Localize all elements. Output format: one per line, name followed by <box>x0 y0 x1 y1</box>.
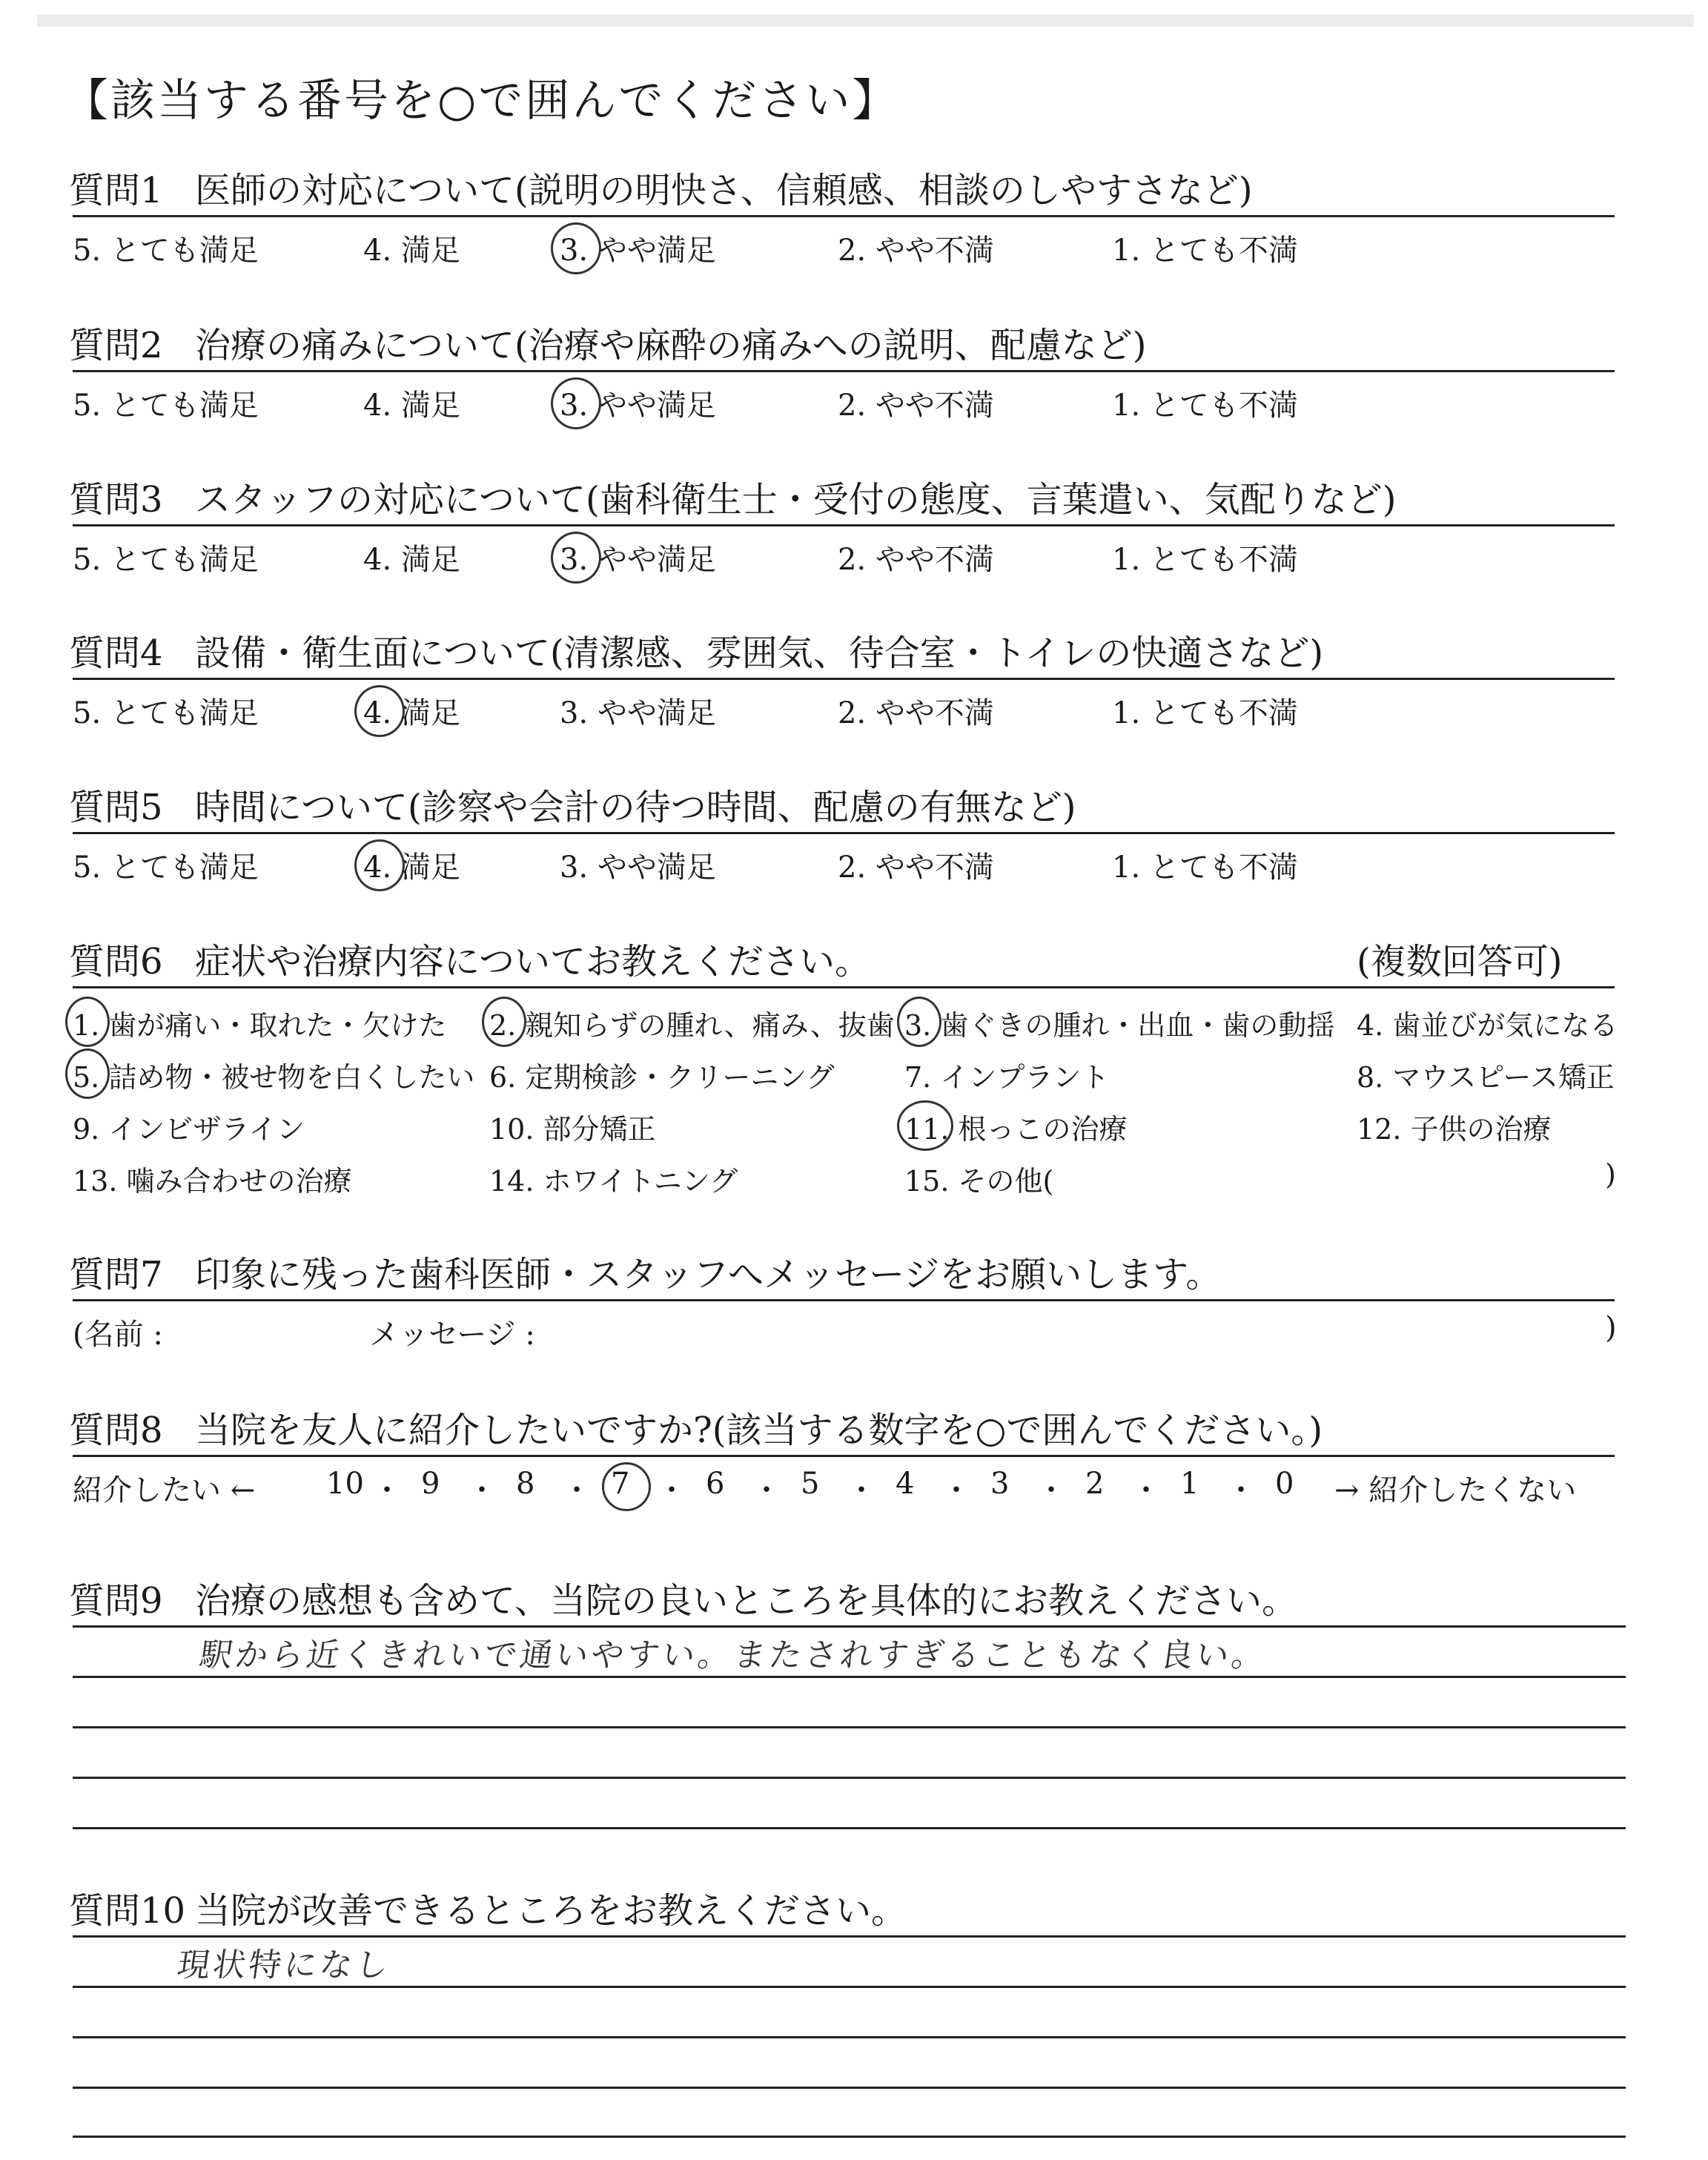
name-label[interactable]: (名前 : <box>73 1318 163 1352</box>
symptom-option[interactable]: 11. 根っこの治療 <box>904 1113 1128 1146</box>
scale-option[interactable]: 5. とても満足 <box>73 696 259 730</box>
scale-option[interactable]: 5. とても満足 <box>73 543 259 577</box>
scale-option[interactable]: 3. やや満足 <box>560 543 716 577</box>
scale-option[interactable]: 2. やや不満 <box>838 851 994 885</box>
symptom-option[interactable]: 7. インプラント <box>904 1061 1110 1094</box>
underline <box>73 1676 1626 1678</box>
symptom-option[interactable]: 5. 詰め物・被せ物を白くしたい <box>73 1061 475 1094</box>
question-title <box>69 779 1076 830</box>
separator-dot: ・ <box>467 1473 497 1507</box>
question-title <box>69 1401 1323 1453</box>
symptom-option[interactable]: 12. 子供の治療 <box>1357 1113 1552 1146</box>
hand-drawn-circle <box>551 532 601 584</box>
underline <box>73 215 1615 217</box>
recommend-score[interactable]: 3 <box>990 1467 1010 1501</box>
scale-option[interactable]: 3. やや満足 <box>560 389 716 423</box>
symptom-option[interactable]: 6. 定期検診・クリーニング <box>489 1061 835 1094</box>
question-title <box>69 933 870 984</box>
hand-drawn-circle <box>354 685 405 737</box>
handwritten-answer[interactable]: 駅から近くきれいで通いやすい。またされすぎることもなく良い。 <box>196 1636 1270 1674</box>
question-text: 治療の痛みについて(治療や麻酔の痛みへの説明、配慮など) <box>195 325 1147 366</box>
question-title <box>69 1572 1297 1623</box>
question-number: 質問7 <box>69 1254 163 1295</box>
form-header: 【該当する番号を○で囲んでください】 <box>64 75 899 127</box>
hand-drawn-circle <box>482 997 526 1047</box>
scale-option[interactable]: 1. とても不満 <box>1112 389 1298 423</box>
separator-dot: ・ <box>1036 1473 1066 1507</box>
handwritten-answer[interactable]: 現状特になし <box>174 1946 394 1984</box>
recommend-score[interactable]: 4 <box>896 1467 915 1501</box>
scale-option[interactable]: 3. やや満足 <box>560 696 716 730</box>
symptom-option[interactable]: 8. マウスピース矯正 <box>1357 1061 1615 1094</box>
separator-dot: ・ <box>1131 1473 1161 1507</box>
close-paren: ) <box>1605 1158 1616 1191</box>
recommend-score[interactable]: 2 <box>1085 1467 1105 1501</box>
hand-drawn-circle <box>65 1048 110 1099</box>
scale-option[interactable]: 3. やや満足 <box>560 851 716 885</box>
question-number: 質問10 <box>69 1890 186 1932</box>
question-text: 医師の対応について(説明の明快さ、信頼感、相談のしやすさなど) <box>195 170 1253 211</box>
recommend-right-label: → 紹介したくない <box>1334 1473 1577 1507</box>
recommend-score[interactable]: 5 <box>801 1467 820 1501</box>
scale-option[interactable]: 2. やや不満 <box>838 389 994 423</box>
recommend-left-label: 紹介したい ← <box>73 1473 256 1507</box>
symptom-option[interactable]: 15. その他( <box>904 1165 1054 1198</box>
question-number: 質問1 <box>69 170 163 211</box>
scale-option[interactable]: 4. 満足 <box>363 234 460 268</box>
recommend-score[interactable]: 6 <box>706 1467 725 1501</box>
symptom-option[interactable]: 3. 歯ぐきの腫れ・出血・歯の動揺 <box>904 1009 1335 1042</box>
question-title <box>69 162 1253 213</box>
hand-drawn-circle <box>354 839 405 891</box>
scale-option[interactable]: 4. 満足 <box>363 389 460 423</box>
hand-drawn-circle <box>602 1462 651 1511</box>
question-text: 当院を友人に紹介したいですか?(該当する数字を○で囲んでください。) <box>195 1410 1323 1451</box>
scale-option[interactable]: 2. やや不満 <box>838 696 994 730</box>
recommend-score[interactable]: 10 <box>326 1467 364 1501</box>
hand-drawn-circle <box>65 997 110 1047</box>
question-text: 症状や治療内容についてお教えください。 <box>195 941 871 982</box>
underline <box>73 2036 1626 2038</box>
underline <box>73 986 1615 988</box>
separator-dot: ・ <box>847 1473 876 1507</box>
scale-option[interactable]: 5. とても満足 <box>73 851 259 885</box>
underline <box>73 1726 1626 1728</box>
hand-drawn-circle <box>551 377 601 429</box>
symptom-option[interactable]: 14. ホワイトニング <box>489 1165 738 1198</box>
question-title <box>69 471 1397 522</box>
underline <box>73 524 1615 526</box>
recommend-score[interactable]: 1 <box>1180 1467 1199 1501</box>
underline <box>73 1935 1626 1938</box>
scale-option[interactable]: 4. 満足 <box>363 696 460 730</box>
question-text: 治療の感想も含めて、当院の良いところを具体的にお教えください。 <box>195 1580 1298 1622</box>
scale-option[interactable]: 4. 満足 <box>363 543 460 577</box>
question-number: 質問8 <box>69 1410 163 1451</box>
separator-dot: ・ <box>562 1473 592 1507</box>
underline <box>73 832 1615 834</box>
symptom-option[interactable]: 4. 歯並びが気になる <box>1357 1009 1618 1042</box>
scale-option[interactable]: 5. とても満足 <box>73 234 259 268</box>
question-text: 当院が改善できるところをお教えください。 <box>195 1890 907 1932</box>
underline <box>73 1299 1615 1301</box>
scale-option[interactable]: 2. やや不満 <box>838 234 994 268</box>
question-number: 質問3 <box>69 479 163 521</box>
scale-option[interactable]: 1. とても不満 <box>1112 543 1298 577</box>
recommend-score[interactable]: 7 <box>611 1467 630 1501</box>
question-number: 質問5 <box>69 787 163 828</box>
underline <box>73 1777 1626 1779</box>
scale-option[interactable]: 3. やや満足 <box>560 234 716 268</box>
question-title <box>69 317 1147 368</box>
scale-option[interactable]: 1. とても不満 <box>1112 851 1298 885</box>
underline <box>73 1986 1626 1988</box>
symptom-option[interactable]: 1. 歯が痛い・取れた・欠けた <box>73 1009 447 1042</box>
underline <box>73 1827 1626 1829</box>
question-title <box>69 1882 907 1933</box>
symptom-option[interactable]: 2. 親知らずの腫れ、痛み、抜歯 <box>489 1009 895 1042</box>
recommend-score[interactable]: 0 <box>1275 1467 1294 1501</box>
scale-option[interactable]: 1. とても不満 <box>1112 234 1298 268</box>
underline <box>73 1455 1615 1457</box>
scale-option[interactable]: 4. 満足 <box>363 851 460 885</box>
question-text: 印象に残った歯科医師・スタッフへメッセージをお願いします。 <box>195 1254 1222 1295</box>
scale-option[interactable]: 1. とても不満 <box>1112 696 1298 730</box>
recommend-score[interactable]: 8 <box>516 1467 535 1501</box>
underline <box>73 678 1615 680</box>
recommend-score[interactable]: 9 <box>421 1467 440 1501</box>
message-label[interactable]: メッセージ : <box>369 1318 535 1352</box>
separator-dot: ・ <box>941 1473 971 1507</box>
question-title <box>69 624 1323 676</box>
scale-option[interactable]: 5. とても満足 <box>73 389 259 423</box>
underline <box>73 370 1615 372</box>
scan-edge <box>37 15 1694 27</box>
question-text: スタッフの対応について(歯科衛生士・受付の態度、言葉遣い、気配りなど) <box>195 479 1397 521</box>
separator-dot: ・ <box>372 1473 402 1507</box>
symptom-option[interactable]: 13. 噛み合わせの治療 <box>73 1165 352 1198</box>
hand-drawn-circle <box>897 1100 953 1151</box>
question-number: 質問4 <box>69 633 163 674</box>
question-text: 設備・衛生面について(清潔感、雰囲気、待合室・トイレの快適さなど) <box>195 633 1324 674</box>
symptom-option[interactable]: 9. インビザライン <box>73 1113 305 1146</box>
scale-option[interactable]: 2. やや不満 <box>838 543 994 577</box>
question-number: 質問9 <box>69 1580 163 1622</box>
close-paren: ) <box>1605 1311 1617 1345</box>
question-number: 質問2 <box>69 325 163 366</box>
question-number: 質問6 <box>69 941 163 982</box>
separator-dot: ・ <box>657 1473 686 1507</box>
underline <box>73 2087 1626 2089</box>
separator-dot: ・ <box>752 1473 781 1507</box>
underline <box>73 2136 1626 2138</box>
hand-drawn-circle <box>897 997 941 1047</box>
question-title <box>69 1246 1221 1297</box>
hand-drawn-circle <box>551 222 601 274</box>
question-text: 時間について(診察や会計の待つ時間、配慮の有無など) <box>195 787 1076 828</box>
separator-dot: ・ <box>1226 1473 1256 1507</box>
symptom-option[interactable]: 10. 部分矯正 <box>489 1113 656 1146</box>
multi-answer-note: (複数回答可) <box>1357 941 1563 982</box>
underline <box>73 1625 1626 1628</box>
